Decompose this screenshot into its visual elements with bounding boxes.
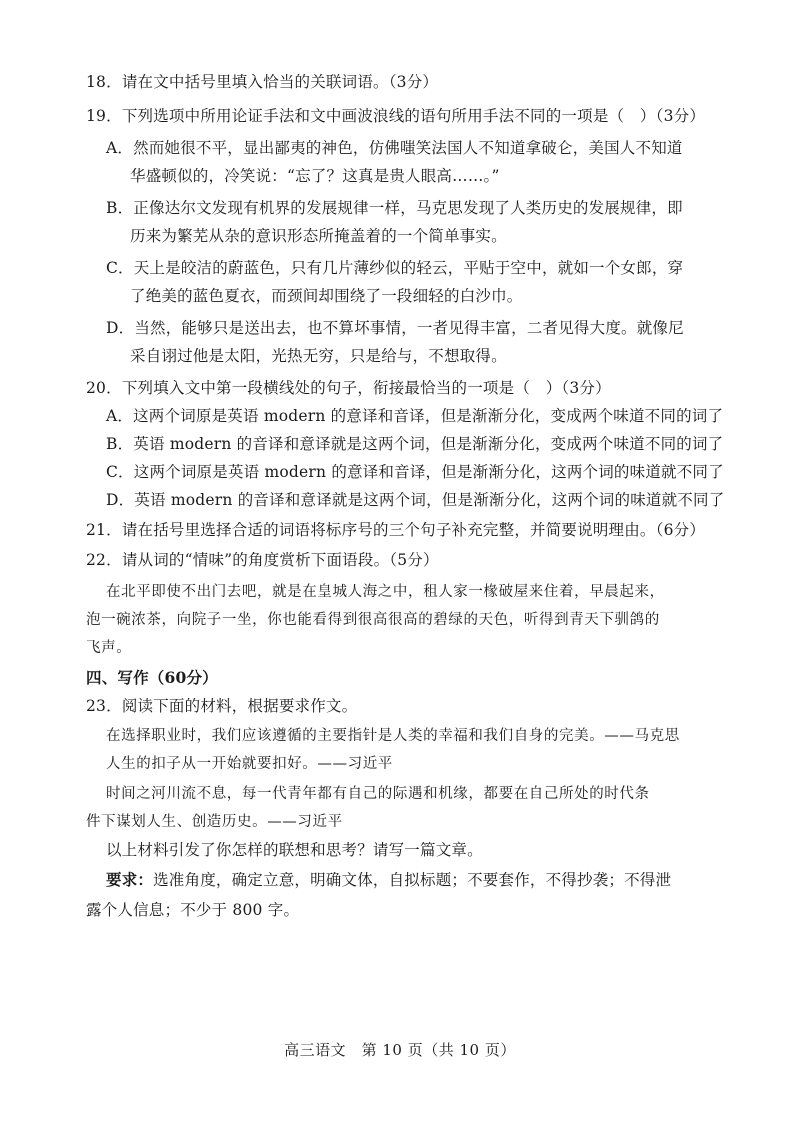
requirement-text: 选准角度，确定立意，明确文体，自拟标题；不要套作，不得抄袭；不得泄 — [153, 871, 672, 889]
question-23-stem: 23．阅读下面的材料，根据要求作文。 — [86, 697, 358, 715]
question-19-stem: 19．下列选项中所用论证手法和文中画波浪线的语句所用手法不同的一项是（ ）（3分） — [86, 107, 706, 125]
question-19-option-d-line1: D．当然，能够只是送出去，也不算坏事情，一者见得丰富，二者见得大度。就像尼 — [106, 319, 684, 337]
question-19-option-c-line1: C．天上是皎洁的蔚蓝色，只有几片薄纱似的轻云，平贴于空中，就如一个女郎，穿 — [106, 259, 684, 277]
question-20-option-d: D．英语 modern 的音译和意译就是这两个词，但是渐渐分化，这两个词的味道就不同了 — [106, 491, 725, 509]
question-20-option-c: C．这两个词原是英语 modern 的意译和音译，但是渐渐分化，这两个词的味道就不同了 — [106, 463, 724, 481]
question-23-requirement-line2: 露个人信息；不少于 800 字。 — [86, 901, 300, 919]
question-20-stem: 20．下列填入文中第一段横线处的句子，衔接最恰当的一项是（ ）（3分） — [86, 379, 611, 397]
question-23-material-line3: 时间之河川流不息，每一代青年都有自己的际遇和机缘，都要在自己所处的时代条 — [106, 786, 650, 802]
question-18: 18．请在文中括号里填入恰当的关联词语。（3分） — [86, 73, 439, 91]
page-footer: 高三语文 第 10 页（共 10 页） — [284, 1041, 516, 1059]
question-19-option-d-line2: 采自诩过他是太阳，光热无穷，只是给与，不想取得。 — [130, 347, 507, 365]
question-20-option-b: B．英语 modern 的音译和意译就是这两个词，但是渐渐分化，变成两个味道不同的词了 — [106, 435, 724, 453]
question-19-option-a-line1: A．然而她很不平，显出鄙夷的神色，仿佛嗤笑法国人不知道拿破仑，美国人不知道 — [106, 139, 683, 157]
question-22-stem: 22．请从词的“情味”的角度赏析下面语段。（5分） — [86, 551, 439, 569]
question-23-material-line1: 在选择职业时，我们应该遵循的主要指针是人类的幸福和我们自身的完美。——马克思 — [106, 728, 680, 744]
question-21: 21．请在括号里选择合适的词语将标序号的三个句子补充完整，并简要说明理由。（6分） — [86, 521, 706, 539]
question-20-option-a: A．这两个词原是英语 modern 的意译和音译，但是渐渐分化，变成两个味道不同的词了 — [106, 407, 724, 425]
question-19-option-b-line2: 历来为繁芜从杂的意识形态所掩盖着的一个简单事实。 — [130, 227, 507, 245]
question-22-passage-line1: 在北平即使不出门去吧，就是在皇城人海之中，租人家一椽破屋来住着，早晨起来， — [106, 584, 665, 600]
question-23-requirement-line1 — [106, 870, 671, 890]
question-22-passage-line2: 泡一碗浓茶，向院子一坐，你也能看得到很高很高的碧绿的天色，听得到青天下驯鸽的 — [86, 612, 660, 628]
requirement-label: 要求： — [106, 870, 154, 889]
question-19-option-a-line2: 华盛顿似的，冷笑说：“忘了？这真是贵人眼高……。” — [130, 167, 500, 185]
section-4-title: 四、写作（60分） — [86, 668, 218, 687]
question-19-option-c-line2: 了绝美的蓝色夏衣，而颈间却围绕了一段细轻的白沙巾。 — [130, 287, 523, 305]
question-23-material-line2: 人生的扣子从一开始就要扣好。——习近平 — [106, 756, 393, 772]
question-23-material-line4: 件下谋划人生、创造历史。——习近平 — [86, 814, 343, 830]
question-22-passage-line3: 飞声。 — [86, 640, 132, 656]
question-23-prompt: 以上材料引发了你怎样的联想和思考？请写一篇文章。 — [106, 841, 483, 859]
question-19-option-b-line1: B．正像达尔文发现有机界的发展规律一样，马克思发现了人类历史的发展规律，即 — [106, 199, 683, 217]
